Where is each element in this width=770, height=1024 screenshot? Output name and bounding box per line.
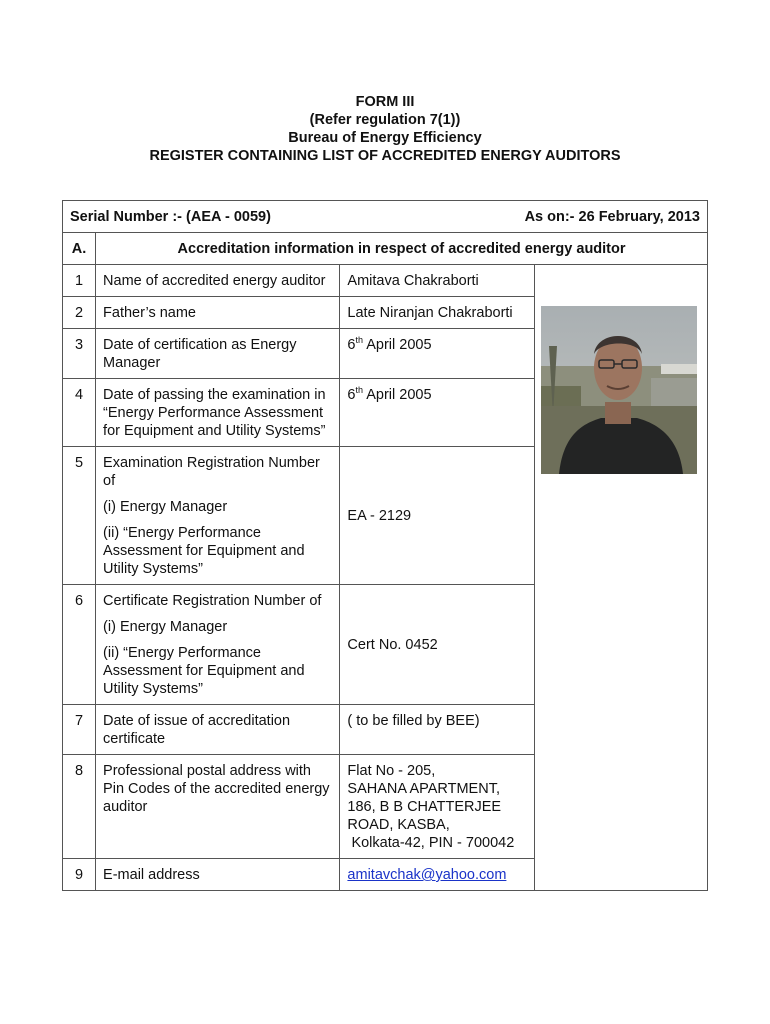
row-value: EA - 2129 (340, 447, 534, 585)
serial-number: Serial Number :- (AEA - 0059) (70, 209, 271, 225)
register-title: REGISTER CONTAINING LIST OF ACCREDITED ENERGY AUDITORS (149, 148, 621, 164)
row-label: Certificate Registration Number of (i) Energy Manager (ii) “Energy Performance Assessment for Equipment and Utility Systems” (96, 585, 340, 705)
row-number: 5 (63, 447, 96, 585)
email-link[interactable]: amitavchak@yahoo.com (347, 867, 507, 883)
regulation-ref: (Refer regulation 7(1)) (309, 112, 461, 128)
row-label: Father’s name (96, 297, 340, 329)
row-number: 8 (63, 755, 96, 859)
row-number: 6 (63, 585, 96, 705)
serial-row (63, 201, 708, 233)
photo-cell (534, 265, 707, 891)
bureau-name: Bureau of Energy Efficiency (288, 130, 482, 146)
row-label: Date of passing the examination in “Energy Performance Assessment for Equipment and Utility Systems” (96, 379, 340, 447)
row-number: 2 (63, 297, 96, 329)
auditor-photo (541, 306, 697, 474)
row-label: Name of accredited energy auditor (96, 265, 340, 297)
row-value: Amitava Chakraborti (340, 265, 534, 297)
row-label: Date of certification as Energy Manager (96, 329, 340, 379)
form-header (0, 93, 770, 165)
row-number: 4 (63, 379, 96, 447)
row-value: 6th April 2005 (340, 379, 534, 447)
row-label: Professional postal address with Pin Codes of the accredited energy auditor (96, 755, 340, 859)
row-label: E-mail address (96, 859, 340, 891)
section-title: Accreditation information in respect of accredited energy auditor (96, 233, 708, 265)
row-value (340, 859, 534, 891)
form-number: FORM III (355, 94, 415, 110)
row-value: Late Niranjan Chakraborti (340, 297, 534, 329)
row-value: 6th April 2005 (340, 329, 534, 379)
row-number: 9 (63, 859, 96, 891)
section-a-row (63, 233, 708, 265)
row-label: Examination Registration Number of (i) Energy Manager (ii) “Energy Performance Assessment for Equipment and Utility Systems” (96, 447, 340, 585)
row-number: 1 (63, 265, 96, 297)
row-number: 3 (63, 329, 96, 379)
postal-address: Flat No - 205, SAHANA APARTMENT, 186, B B CHATTERJEE ROAD, KASBA, Kolkata-42, PIN - 700042 (340, 755, 534, 859)
auditor-register-table (62, 200, 708, 891)
table-row (63, 265, 708, 297)
row-number: 7 (63, 705, 96, 755)
row-value: ( to be filled by BEE) (340, 705, 534, 755)
row-label: Date of issue of accreditation certificate (96, 705, 340, 755)
section-letter: A. (63, 233, 96, 265)
row-value: Cert No. 0452 (340, 585, 534, 705)
as-on-date: As on:- 26 February, 2013 (524, 209, 700, 225)
